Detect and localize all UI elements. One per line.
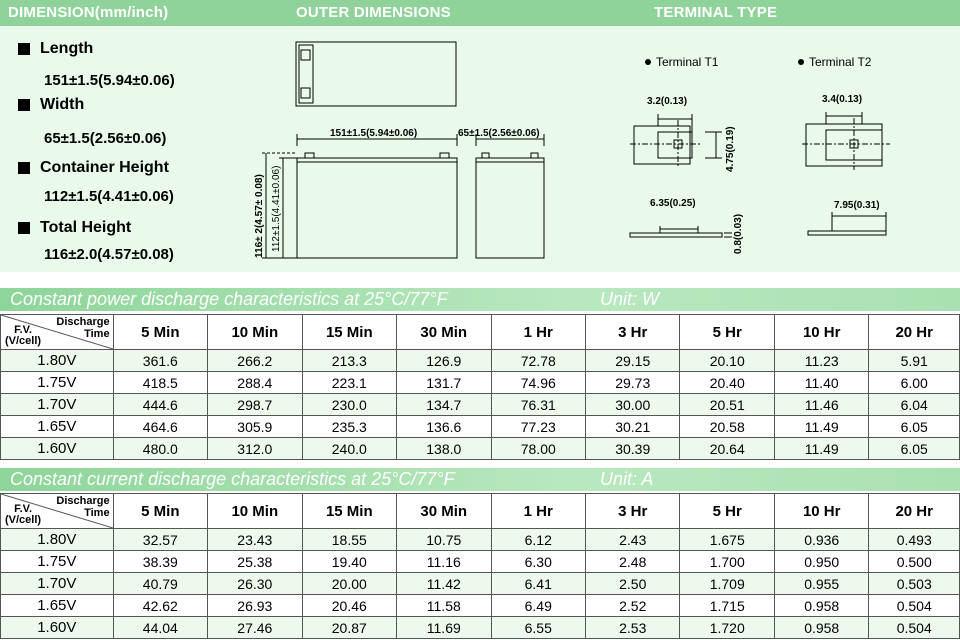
value-cell: 1.675 [680, 529, 774, 551]
t1-height-text: 4.75(0.19) [725, 126, 736, 172]
dim-width-text: 65±1.5(2.56±0.06) [458, 128, 540, 139]
value-cell: 0.503 [869, 573, 960, 595]
value-cell: 0.936 [774, 529, 868, 551]
t2-width-text: 3.4(0.13) [822, 94, 863, 105]
value-cell: 288.4 [208, 372, 302, 394]
value-cell: 6.04 [869, 394, 960, 416]
container-height-value: 112±1.5(4.41±0.06) [44, 188, 174, 205]
column-header: 20 Hr [869, 494, 960, 529]
total-height-label: Total Height [18, 219, 131, 237]
value-cell: 11.46 [774, 394, 868, 416]
dimension-panel [0, 26, 960, 272]
column-header: 3 Hr [586, 494, 680, 529]
value-cell: 30.00 [586, 394, 680, 416]
column-header: 10 Hr [774, 315, 868, 350]
value-cell: 25.38 [208, 551, 302, 573]
value-cell: 444.6 [113, 394, 207, 416]
value-cell: 126.9 [397, 350, 491, 372]
value-cell: 78.00 [491, 438, 585, 460]
battery-front-view [262, 134, 457, 258]
column-header: 5 Hr [680, 494, 774, 529]
value-cell: 18.55 [302, 529, 396, 551]
value-cell: 29.15 [586, 350, 680, 372]
table-row [1, 617, 960, 639]
column-header: 5 Min [113, 494, 207, 529]
value-cell: 44.04 [113, 617, 207, 639]
value-cell: 20.00 [302, 573, 396, 595]
value-cell: 72.78 [491, 350, 585, 372]
value-cell: 0.958 [774, 595, 868, 617]
value-cell: 0.950 [774, 551, 868, 573]
value-cell: 20.51 [680, 394, 774, 416]
column-header: 3 Hr [586, 315, 680, 350]
value-cell: 74.96 [491, 372, 585, 394]
value-cell: 26.93 [208, 595, 302, 617]
corner-time-label: Discharge Time [56, 316, 110, 340]
power-table-unit: Unit: W [600, 289, 660, 309]
t1-length-text: 6.35(0.25) [650, 198, 696, 209]
t1-thickness-text: 0.8(0.03) [733, 213, 744, 254]
value-cell: 5.91 [869, 350, 960, 372]
table-row [1, 394, 960, 416]
table-row [1, 416, 960, 438]
terminal-t2-label: Terminal T2 [809, 55, 872, 69]
value-cell: 10.75 [397, 529, 491, 551]
value-cell: 26.30 [208, 573, 302, 595]
column-header: 5 Hr [680, 315, 774, 350]
table-row [1, 551, 960, 573]
table-header-row [1, 315, 960, 350]
terminal-t2-side-view [808, 212, 886, 235]
width-label: Width [18, 96, 84, 114]
value-cell: 131.7 [397, 372, 491, 394]
value-cell: 30.21 [586, 416, 680, 438]
total-height-value: 116±2.0(4.57±0.08) [44, 246, 174, 263]
value-cell: 0.493 [869, 529, 960, 551]
value-cell: 235.3 [302, 416, 396, 438]
table-corner-cell [1, 315, 114, 350]
corner-fv-label: F.V. (V/cell) [5, 503, 42, 526]
corner-fv-label: F.V. (V/cell) [5, 324, 42, 347]
current-table-title: Constant current discharge characteristics at 25°C/77°F [10, 469, 455, 489]
table-row [1, 438, 960, 460]
value-cell: 1.709 [680, 573, 774, 595]
final-voltage-cell: 1.60V [1, 617, 114, 639]
value-cell: 464.6 [113, 416, 207, 438]
value-cell: 11.40 [774, 372, 868, 394]
value-cell: 11.23 [774, 350, 868, 372]
power-table-banner [0, 288, 960, 311]
column-header: 30 Min [397, 315, 491, 350]
column-header: 1 Hr [491, 494, 585, 529]
value-cell: 6.30 [491, 551, 585, 573]
terminal-t1-side-view [630, 226, 732, 237]
value-cell: 20.46 [302, 595, 396, 617]
value-cell: 266.2 [208, 350, 302, 372]
technical-drawings [0, 26, 960, 272]
column-header: 10 Min [208, 315, 302, 350]
value-cell: 6.00 [869, 372, 960, 394]
power-table-title: Constant power discharge characteristics at 25°C/77°F [10, 289, 448, 309]
value-cell: 0.958 [774, 617, 868, 639]
table-row [1, 573, 960, 595]
value-cell: 1.720 [680, 617, 774, 639]
battery-top-view [296, 42, 456, 106]
value-cell: 20.64 [680, 438, 774, 460]
value-cell: 38.39 [113, 551, 207, 573]
value-cell: 20.40 [680, 372, 774, 394]
column-header: 20 Hr [869, 315, 960, 350]
column-header: 15 Min [302, 315, 396, 350]
power-discharge-table [0, 314, 960, 460]
current-discharge-table [0, 493, 960, 639]
table-row [1, 529, 960, 551]
terminal-t1-top-view [630, 114, 722, 168]
width-value: 65±1.5(2.56±0.06) [44, 130, 167, 147]
value-cell: 29.73 [586, 372, 680, 394]
value-cell: 2.48 [586, 551, 680, 573]
value-cell: 361.6 [113, 350, 207, 372]
corner-time-label: Discharge Time [56, 495, 110, 519]
value-cell: 11.69 [397, 617, 491, 639]
value-cell: 298.7 [208, 394, 302, 416]
final-voltage-cell: 1.75V [1, 551, 114, 573]
value-cell: 76.31 [491, 394, 585, 416]
column-header: 15 Min [302, 494, 396, 529]
bullet-dot-icon [645, 59, 651, 65]
value-cell: 230.0 [302, 394, 396, 416]
battery-side-view [476, 134, 544, 258]
value-cell: 134.7 [397, 394, 491, 416]
table-corner-cell [1, 494, 114, 529]
value-cell: 240.0 [302, 438, 396, 460]
value-cell: 0.504 [869, 617, 960, 639]
value-cell: 2.43 [586, 529, 680, 551]
value-cell: 418.5 [113, 372, 207, 394]
value-cell: 1.715 [680, 595, 774, 617]
value-cell: 30.39 [586, 438, 680, 460]
value-cell: 6.41 [491, 573, 585, 595]
outer-dimensions-title: OUTER DIMENSIONS [296, 4, 451, 21]
value-cell: 6.49 [491, 595, 585, 617]
value-cell: 77.23 [491, 416, 585, 438]
value-cell: 11.49 [774, 416, 868, 438]
final-voltage-cell: 1.60V [1, 438, 114, 460]
dimension-title: DIMENSION(mm/inch) [8, 4, 169, 21]
column-header: 10 Min [208, 494, 302, 529]
value-cell: 223.1 [302, 372, 396, 394]
dim-length-text: 151±1.5(5.94±0.06) [330, 128, 418, 139]
value-cell: 0.500 [869, 551, 960, 573]
value-cell: 27.46 [208, 617, 302, 639]
value-cell: 2.50 [586, 573, 680, 595]
terminal-t1-label: Terminal T1 [656, 55, 719, 69]
final-voltage-cell: 1.80V [1, 529, 114, 551]
value-cell: 23.43 [208, 529, 302, 551]
value-cell: 2.52 [586, 595, 680, 617]
value-cell: 0.955 [774, 573, 868, 595]
value-cell: 305.9 [208, 416, 302, 438]
current-table-banner [0, 468, 960, 491]
value-cell: 11.58 [397, 595, 491, 617]
value-cell: 213.3 [302, 350, 396, 372]
value-cell: 11.49 [774, 438, 868, 460]
container-height-label: Container Height [18, 159, 169, 177]
final-voltage-cell: 1.65V [1, 416, 114, 438]
value-cell: 20.87 [302, 617, 396, 639]
value-cell: 6.05 [869, 416, 960, 438]
table-row [1, 372, 960, 394]
value-cell: 11.16 [397, 551, 491, 573]
current-table-unit: Unit: A [600, 469, 654, 489]
table-header-row [1, 494, 960, 529]
final-voltage-cell: 1.70V [1, 573, 114, 595]
column-header: 10 Hr [774, 494, 868, 529]
value-cell: 1.700 [680, 551, 774, 573]
final-voltage-cell: 1.80V [1, 350, 114, 372]
value-cell: 6.05 [869, 438, 960, 460]
value-cell: 32.57 [113, 529, 207, 551]
dim-container-height-text: 112±1.5(4.41±0.06) [271, 165, 282, 252]
value-cell: 0.504 [869, 595, 960, 617]
value-cell: 136.6 [397, 416, 491, 438]
length-value: 151±1.5(5.94±0.06) [44, 72, 175, 89]
column-header: 30 Min [397, 494, 491, 529]
t1-width-text: 3.2(0.13) [647, 96, 688, 107]
dim-total-height-text: 116± 2(4.57± 0.08) [254, 174, 265, 258]
header-bar [0, 0, 960, 26]
value-cell: 6.55 [491, 617, 585, 639]
value-cell: 312.0 [208, 438, 302, 460]
bullet-dot-icon [798, 59, 804, 65]
t2-length-text: 7.95(0.31) [834, 200, 880, 211]
final-voltage-cell: 1.75V [1, 372, 114, 394]
column-header: 1 Hr [491, 315, 585, 350]
value-cell: 20.58 [680, 416, 774, 438]
value-cell: 2.53 [586, 617, 680, 639]
terminal-type-title: TERMINAL TYPE [654, 4, 778, 21]
value-cell: 20.10 [680, 350, 774, 372]
value-cell: 6.12 [491, 529, 585, 551]
final-voltage-cell: 1.70V [1, 394, 114, 416]
table-row [1, 595, 960, 617]
value-cell: 42.62 [113, 595, 207, 617]
terminal-t2-top-view [802, 112, 890, 170]
value-cell: 480.0 [113, 438, 207, 460]
value-cell: 19.40 [302, 551, 396, 573]
value-cell: 11.42 [397, 573, 491, 595]
column-header: 5 Min [113, 315, 207, 350]
value-cell: 40.79 [113, 573, 207, 595]
value-cell: 138.0 [397, 438, 491, 460]
final-voltage-cell: 1.65V [1, 595, 114, 617]
table-row [1, 350, 960, 372]
length-label: Length [18, 40, 93, 58]
